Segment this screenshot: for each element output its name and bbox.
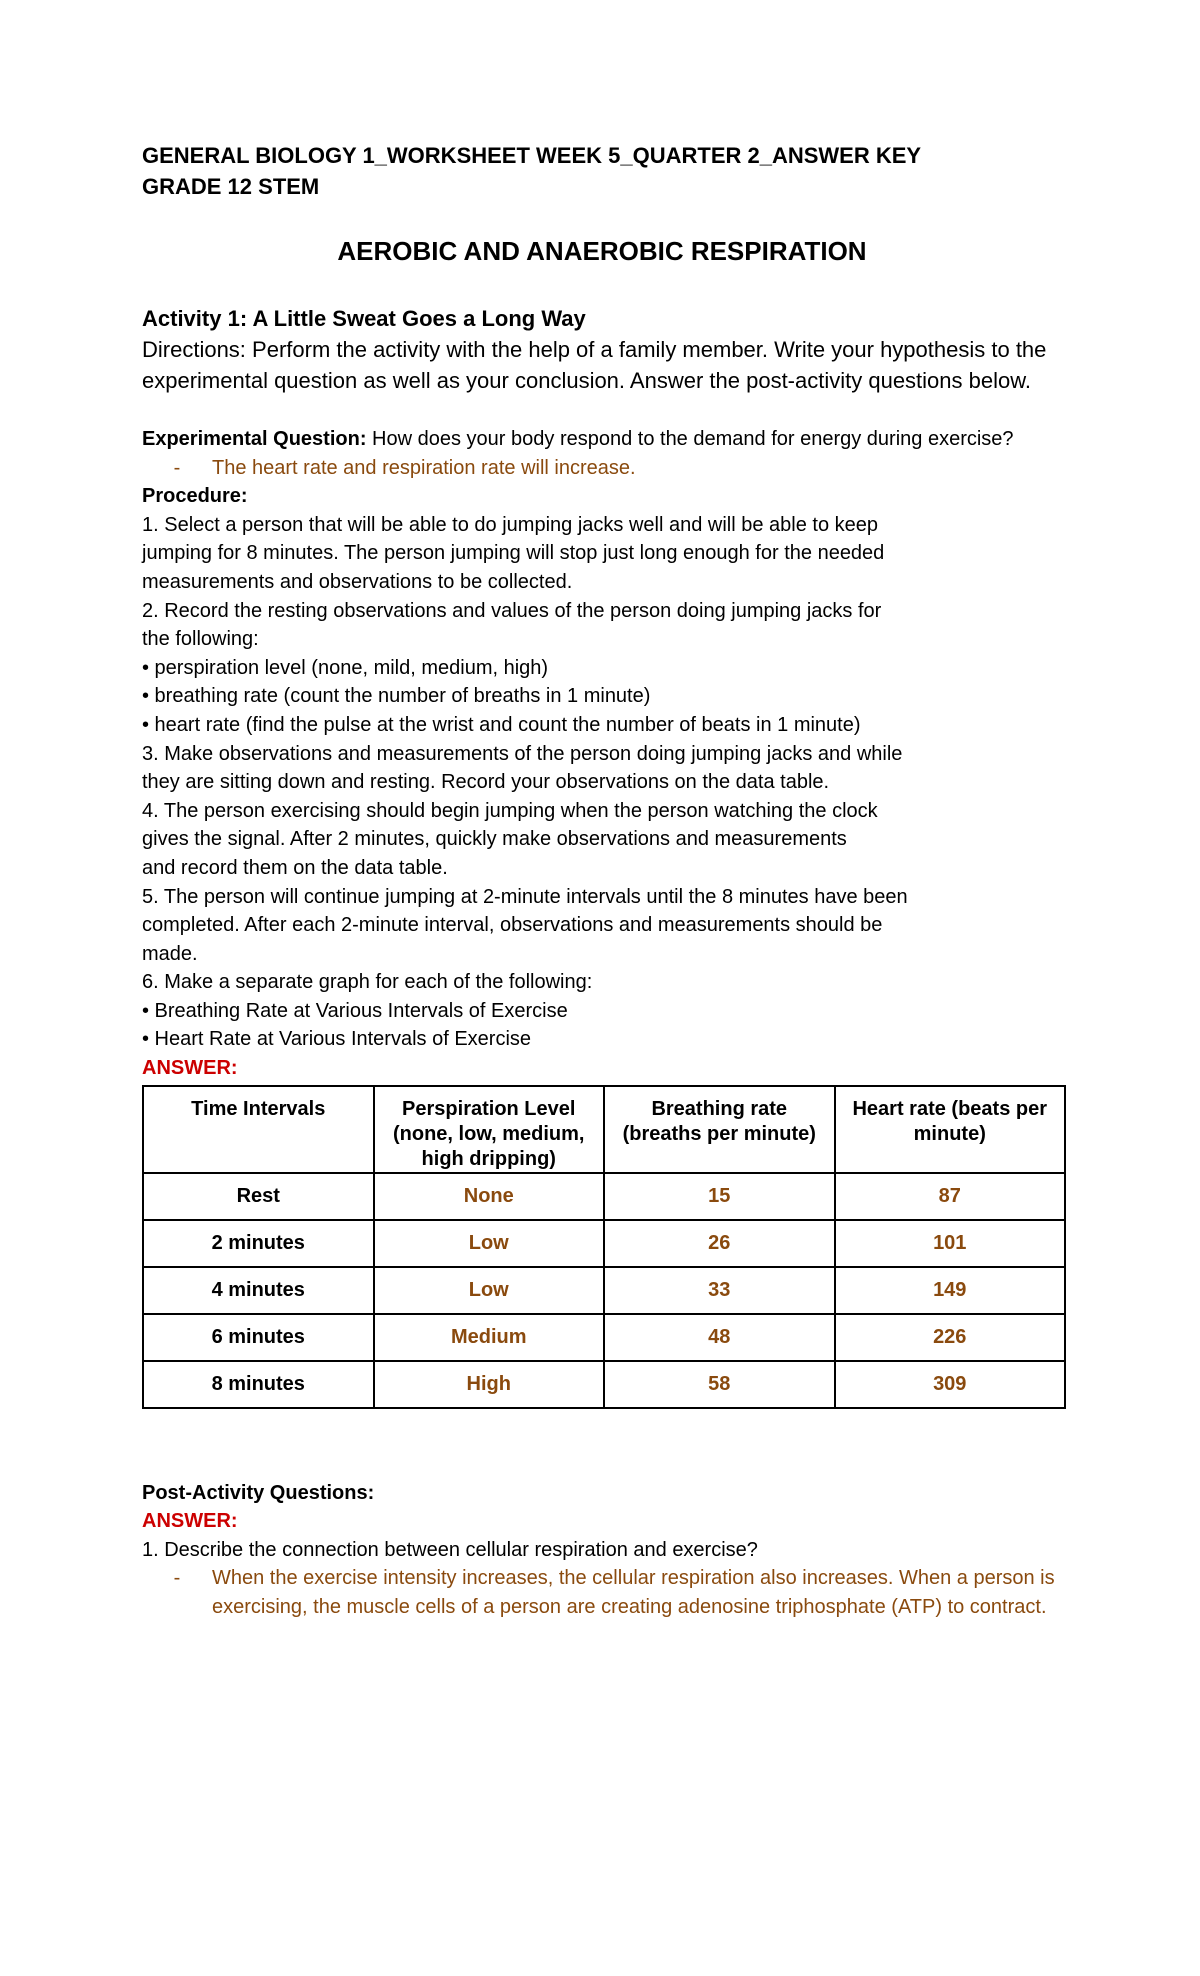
cell-heart-rate: 309 <box>835 1361 1066 1408</box>
cell-breathing: 15 <box>604 1173 835 1220</box>
procedure-line: • breathing rate (count the number of breaths in 1 minute) <box>142 685 651 708</box>
procedure-line: measurements and observations to be collected. <box>142 570 573 593</box>
hypothesis-answer-text: The heart rate and respiration rate will increase. <box>212 456 636 479</box>
cell-heart-rate: 101 <box>835 1220 1066 1267</box>
procedure-line: 1. Select a person that will be able to do jumping jacks well and will be able to keep <box>142 513 878 536</box>
procedure-line: 5. The person will continue jumping at 2-minute intervals until the 8 minutes have been <box>142 885 908 908</box>
procedure-line: they are sitting down and resting. Record your observations on the data table. <box>142 771 830 794</box>
post-activity-answer-1-text: When the exercise intensity increases, the cellular respiration also increases. When a person is exercising, the muscle cells of a person are creating adenosine triphosphate (ATP) to contract. <box>212 1567 1055 1619</box>
worksheet-header-line1: GENERAL BIOLOGY 1_WORKSHEET WEEK 5_QUARTER 2_ANSWER KEY <box>142 143 922 168</box>
hypothesis-answer <box>142 454 1062 483</box>
column-header-breathing: Breathing rate (breaths per minute) <box>604 1086 835 1173</box>
procedure-line: and record them on the data table. <box>142 856 448 879</box>
cell-heart-rate: 87 <box>835 1173 1066 1220</box>
table-row <box>143 1361 1065 1408</box>
table-row <box>143 1220 1065 1267</box>
worksheet-header-line2: GRADE 12 STEM <box>142 174 320 199</box>
procedure-line: 2. Record the resting observations and values of the person doing jumping jacks for <box>142 599 882 622</box>
answer-dash: - <box>173 456 181 479</box>
column-header-perspiration: Perspiration Level (none, low, medium, high dripping) <box>374 1086 605 1173</box>
procedure-line: • Heart Rate at Various Intervals of Exercise <box>142 1028 532 1051</box>
procedure-line: • heart rate (find the pulse at the wrist and count the number of beats in 1 minute) <box>142 713 861 736</box>
cell-perspiration: High <box>374 1361 605 1408</box>
procedure-line: the following: <box>142 628 259 651</box>
column-header-time: Time Intervals <box>143 1086 374 1173</box>
activity-title: Activity 1: A Little Sweat Goes a Long Way <box>142 306 586 331</box>
cell-perspiration: Medium <box>374 1314 605 1361</box>
table-header-row <box>143 1086 1065 1173</box>
table-row <box>143 1314 1065 1361</box>
procedure-line: jumping for 8 minutes. The person jumping will stop just long enough for the needed <box>142 542 885 565</box>
post-activity-label: Post-Activity Questions: <box>142 1481 375 1504</box>
procedure-line: made. <box>142 942 198 965</box>
table-row <box>143 1267 1065 1314</box>
procedure-line: • Breathing Rate at Various Intervals of Exercise <box>142 999 568 1022</box>
experimental-question <box>142 425 1062 454</box>
procedure-line: gives the signal. After 2 minutes, quickly make observations and measurements <box>142 828 847 851</box>
procedure-label: Procedure: <box>142 485 248 508</box>
cell-perspiration: Low <box>374 1220 605 1267</box>
data-table <box>142 1085 1066 1409</box>
cell-time: 4 minutes <box>143 1267 374 1314</box>
procedure-line: 4. The person exercising should begin jumping when the person watching the clock <box>142 799 878 822</box>
cell-heart-rate: 149 <box>835 1267 1066 1314</box>
post-activity-question-1: 1. Describe the connection between cellular respiration and exercise? <box>142 1538 758 1561</box>
cell-perspiration: None <box>374 1173 605 1220</box>
procedure-line: • perspiration level (none, mild, medium, high) <box>142 656 549 679</box>
procedure-line: 6. Make a separate graph for each of the following: <box>142 971 593 994</box>
procedure-steps <box>142 511 1062 1054</box>
cell-breathing: 48 <box>604 1314 835 1361</box>
cell-perspiration: Low <box>374 1267 605 1314</box>
table-answer-label: ANSWER: <box>142 1057 238 1080</box>
post-activity-answer-1 <box>142 1564 1062 1621</box>
cell-heart-rate: 226 <box>835 1314 1066 1361</box>
table-row <box>143 1173 1065 1220</box>
worksheet-page <box>142 140 1062 1622</box>
cell-breathing: 58 <box>604 1361 835 1408</box>
column-header-heart-rate: Heart rate (beats per minute) <box>835 1086 1066 1173</box>
cell-time: 6 minutes <box>143 1314 374 1361</box>
activity-directions: Directions: Perform the activity with the help of a family member. Write your hypothesis to the experimental question as well as your conclusion. Answer the post-activity questions below. <box>142 337 1047 393</box>
procedure-line: completed. After each 2-minute interval, observations and measurements should be <box>142 914 883 937</box>
cell-breathing: 26 <box>604 1220 835 1267</box>
page-title: AEROBIC AND ANAEROBIC RESPIRATION <box>337 236 867 266</box>
post-activity-answer-label: ANSWER: <box>142 1510 238 1533</box>
procedure-line: 3. Make observations and measurements of the person doing jumping jacks and while <box>142 742 903 765</box>
answer-dash: - <box>173 1567 181 1590</box>
cell-time: Rest <box>143 1173 374 1220</box>
cell-breathing: 33 <box>604 1267 835 1314</box>
cell-time: 8 minutes <box>143 1361 374 1408</box>
experimental-question-text: How does your body respond to the demand for energy during exercise? <box>366 428 1014 450</box>
cell-time: 2 minutes <box>143 1220 374 1267</box>
experimental-question-label: Experimental Question: <box>142 428 367 450</box>
